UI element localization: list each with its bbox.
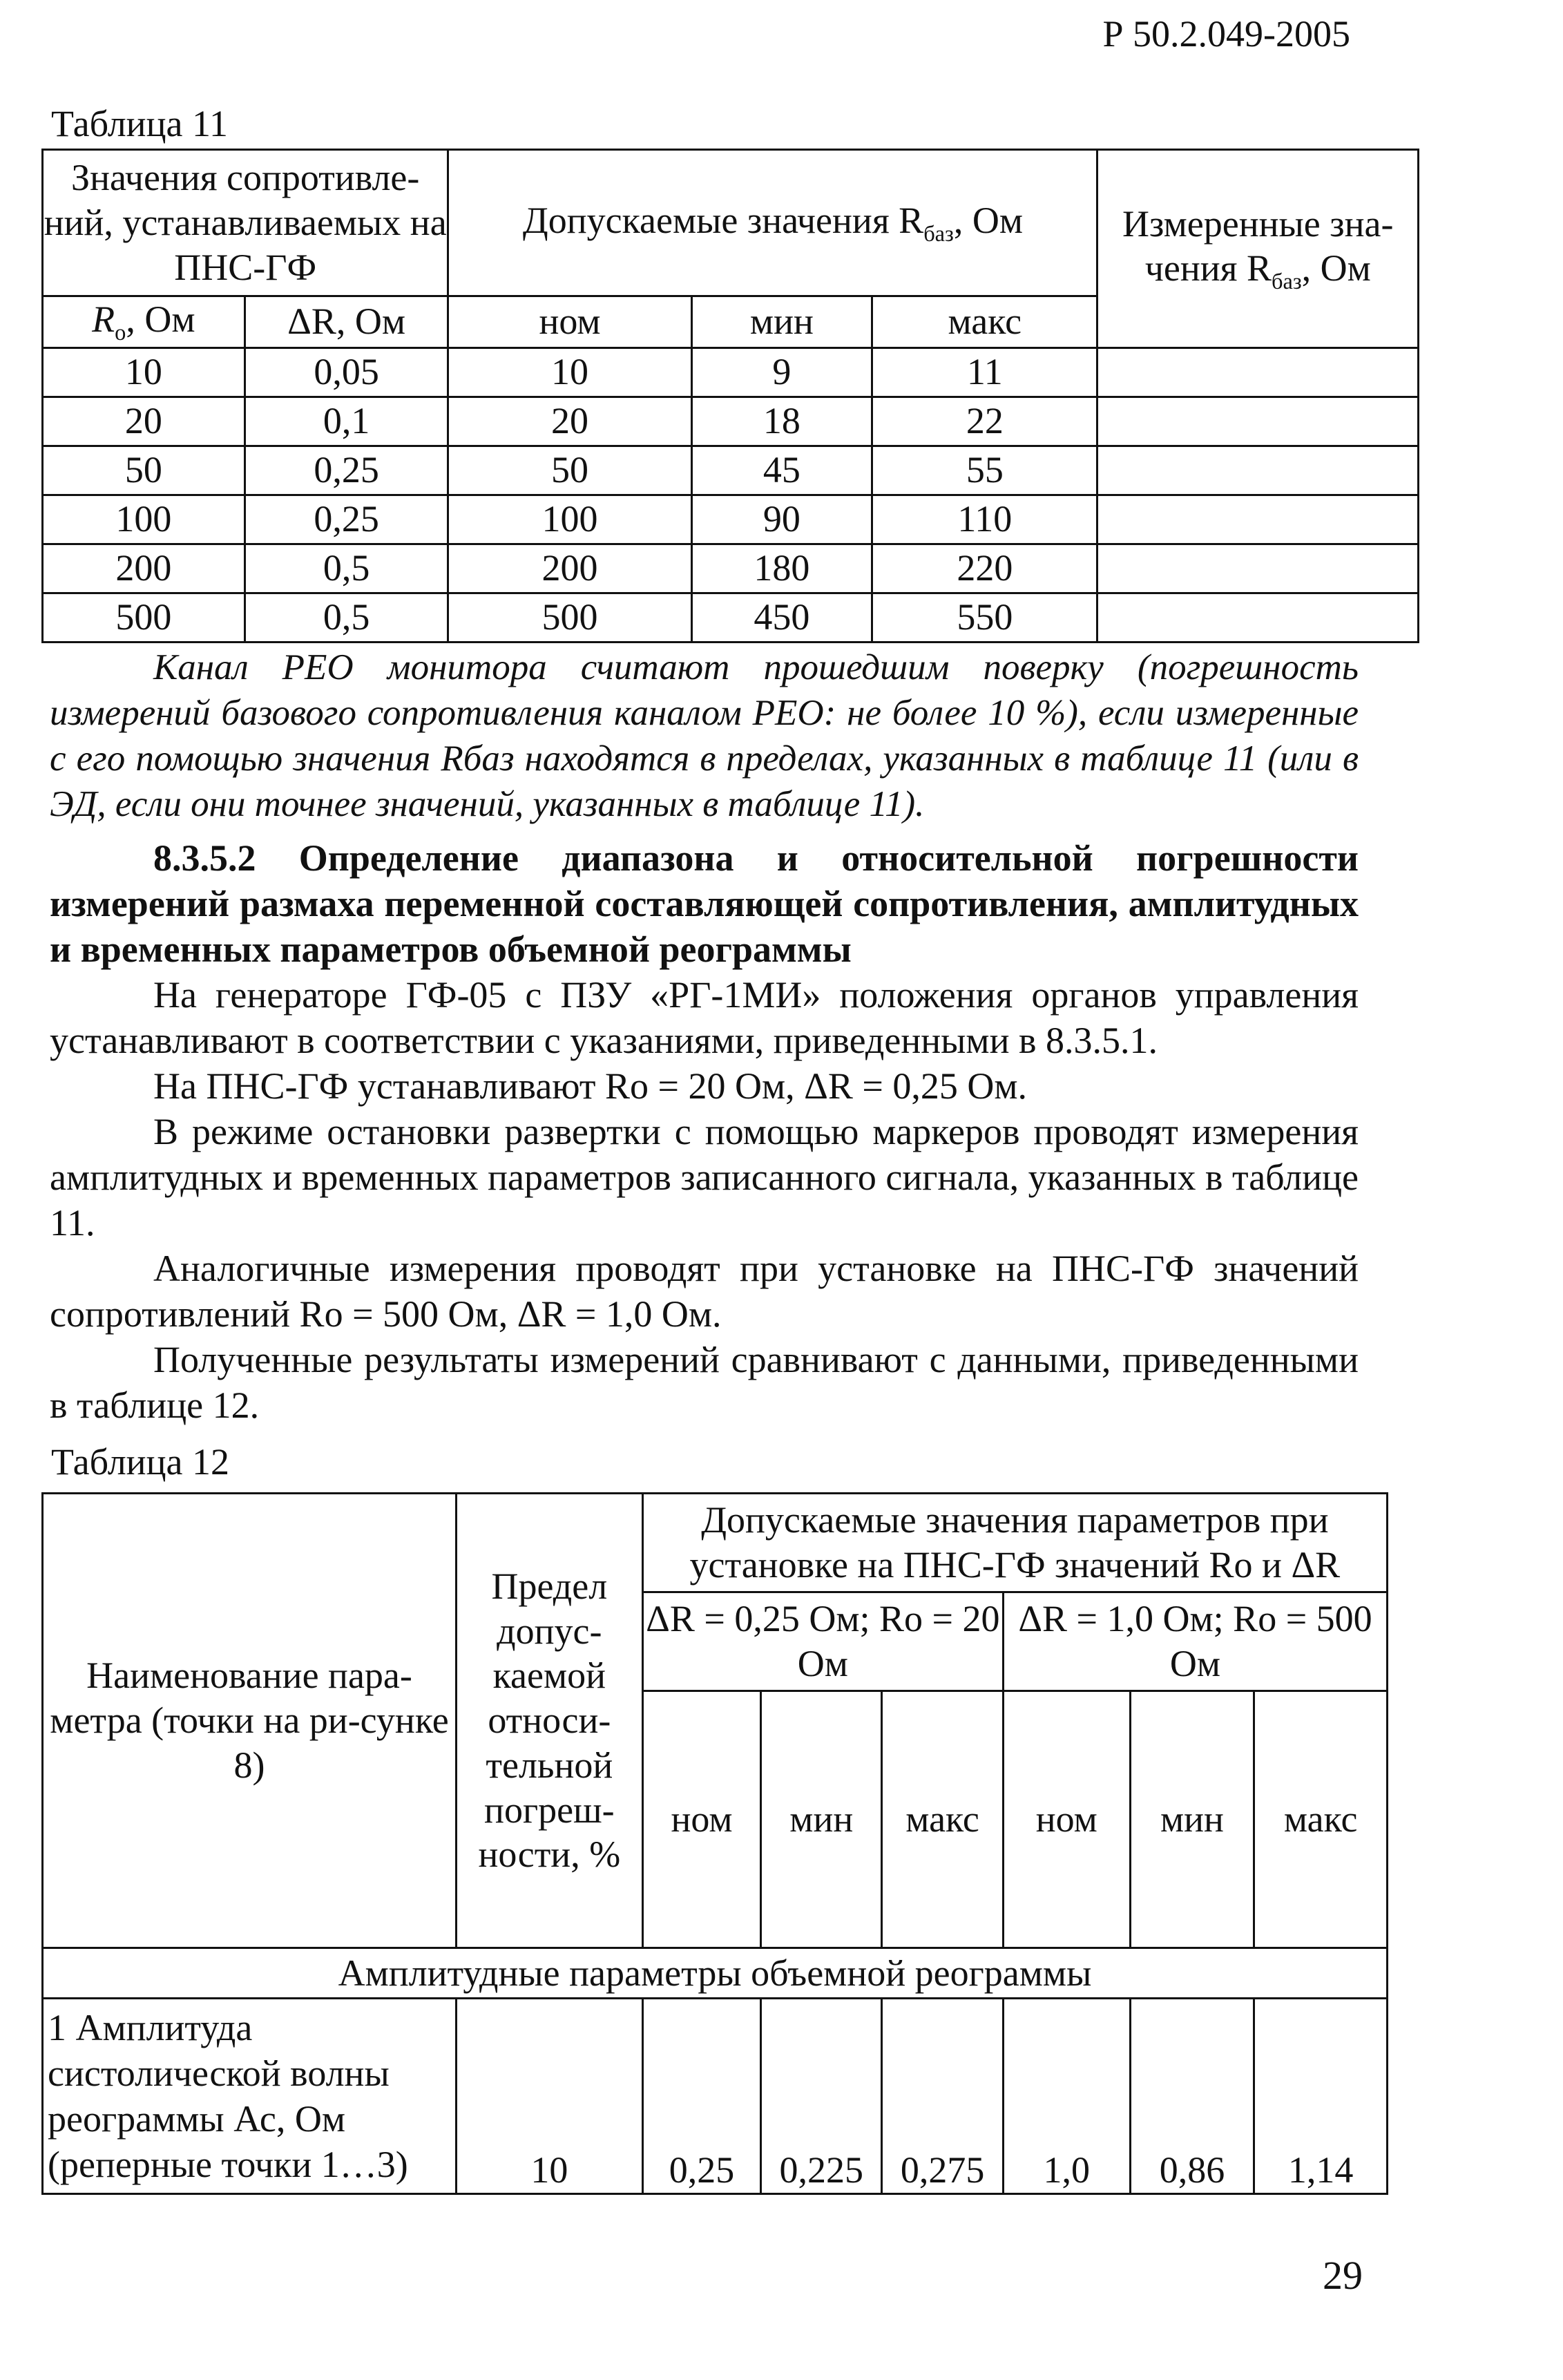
table-row: [43, 495, 1419, 544]
table-11-caption: Таблица 11: [51, 103, 228, 144]
cell-r0: 10: [43, 348, 245, 397]
cell-min: 90: [691, 495, 872, 544]
cell-min: 180: [691, 544, 872, 593]
table-row: [43, 446, 1419, 495]
cell-max: 1,14: [1254, 1999, 1388, 2194]
cell-nom: 20: [448, 397, 691, 446]
header-max: макс: [882, 1691, 1004, 1948]
cell-dr: 0,05: [244, 348, 448, 397]
cell-max: 110: [872, 495, 1097, 544]
header-r0-unit: , Ом: [126, 298, 195, 340]
header-allowed-parameters: Допускаемые значения параметров при установке на ПНС-ГФ значений Rо и ΔR: [642, 1494, 1387, 1592]
cell-max: 0,275: [882, 1999, 1004, 2194]
header-allowed-text: Допускаемые значения R: [522, 199, 924, 241]
table-row: [43, 593, 1419, 642]
header-max: макс: [1254, 1691, 1388, 1948]
section-row-amplitude: Амплитудные параметры объемной реограммы: [43, 1948, 1388, 1999]
paragraph-measurements: В режиме остановки развертки с помощью маркеров проводят измерения амплитудных и временных параметров записанного сигнала, указанных в таблице 11.: [50, 1111, 1359, 1244]
header-max: макс: [872, 296, 1097, 348]
table-12: [41, 1492, 1388, 2195]
header-measured-text: Измеренные зна-чения R: [1122, 202, 1394, 289]
header-r0-sub: о: [115, 320, 126, 345]
cell-min: 450: [691, 593, 872, 642]
header-r0: [43, 296, 245, 348]
header-parameter-name: Наименование пара-метра (точки на ри-сунке 8): [43, 1494, 457, 1948]
cell-nom: 10: [448, 348, 691, 397]
section-heading: 8.3.5.2 Определение диапазона и относительной погрешности измерений размаха переменной составляющей сопротивления, амплитудных и временных параметров объемной реограммы: [50, 837, 1359, 970]
cell-dr: 0,1: [244, 397, 448, 446]
cell-nom: 100: [448, 495, 691, 544]
header-allowed-sub: баз: [923, 221, 954, 247]
header-min: мин: [691, 296, 872, 348]
header-resistance-group: Значения сопротивле-ний, устанавливаемых на ПНС-ГФ: [43, 150, 448, 296]
verification-note: Канал РЕО монитора считают прошедшим поверку (погрешность измерений базового сопротивления каналом РЕО: не более 10 %), если измеренные с его помощью значения Rбаз находятся в пределах, указанных в таблице 11 (или в ЭД, если они точнее значений, указанных в таблице 11).: [50, 647, 1359, 824]
table-12-caption: Таблица 12: [51, 1441, 229, 1483]
cell-r0: 100: [43, 495, 245, 544]
cell-nom: 500: [448, 593, 691, 642]
cell-nom: 50: [448, 446, 691, 495]
header-setting-20-ohm: ΔR = 0,25 Ом; Rо = 20 Ом: [642, 1592, 1003, 1691]
cell-max: 22: [872, 397, 1097, 446]
cell-measured: [1097, 544, 1419, 593]
header-nom: ном: [448, 296, 691, 348]
header-nom: ном: [642, 1691, 761, 1948]
paragraph-repeat-measurements: Аналогичные измерения проводят при установке на ПНС-ГФ значений сопротивлений Rо = 500 Ом, ΔR = 1,0 Ом.: [50, 1248, 1359, 1335]
table-row: [43, 1999, 1388, 2194]
table-row: [43, 397, 1419, 446]
cell-measured: [1097, 397, 1419, 446]
cell-r0: 500: [43, 593, 245, 642]
header-measured-values: [1097, 150, 1419, 348]
cell-nom: 200: [448, 544, 691, 593]
cell-error-limit: 10: [457, 1999, 643, 2194]
header-setting-500-ohm: ΔR = 1,0 Ом; Rо = 500 Ом: [1003, 1592, 1387, 1691]
cell-min: 18: [691, 397, 872, 446]
cell-dr: 0,5: [244, 593, 448, 642]
table-row: [43, 544, 1419, 593]
table-row: [43, 348, 1419, 397]
header-nom: ном: [1003, 1691, 1130, 1948]
cell-parameter-name: 1 Амплитуда систолической волны реограммы Ас, Ом (реперные точки 1…3): [43, 1999, 457, 2194]
cell-min: 0,86: [1130, 1999, 1254, 2194]
header-allowed-values: [448, 150, 1097, 296]
header-allowed-unit: , Ом: [953, 199, 1024, 241]
page-number: 29: [1323, 2253, 1363, 2298]
cell-dr: 0,25: [244, 446, 448, 495]
header-r0-text: R: [92, 298, 115, 340]
cell-min: 9: [691, 348, 872, 397]
header-measured-sub: баз: [1271, 269, 1302, 295]
cell-min: 45: [691, 446, 872, 495]
table-11: [41, 149, 1419, 643]
header-measured-unit: , Ом: [1301, 247, 1371, 289]
cell-r0: 50: [43, 446, 245, 495]
cell-dr: 0,25: [244, 495, 448, 544]
paragraph-compare: Полученные результаты измерений сравнивают с данными, приведенными в таблице 12.: [50, 1339, 1359, 1426]
paragraph-settings: На ПНС-ГФ устанавливают Rо = 20 Ом, ΔR = 0,25 Ом.: [153, 1065, 1028, 1107]
cell-measured: [1097, 593, 1419, 642]
cell-max: 11: [872, 348, 1097, 397]
cell-min: 0,225: [761, 1999, 882, 2194]
cell-max: 55: [872, 446, 1097, 495]
header-delta-r: ΔR, Ом: [244, 296, 448, 348]
cell-r0: 20: [43, 397, 245, 446]
cell-dr: 0,5: [244, 544, 448, 593]
cell-measured: [1097, 495, 1419, 544]
cell-nom: 0,25: [642, 1999, 761, 2194]
header-min: мин: [1130, 1691, 1254, 1948]
header-error-limit: Предел допус-каемой относи-тельной погреш-ности, %: [457, 1494, 643, 1948]
cell-nom: 1,0: [1003, 1999, 1130, 2194]
paragraph-generator: На генераторе ГФ-05 с ПЗУ «РГ-1МИ» положения органов управления устанавливают в соответствии с указаниями, приведенными в 8.3.5.1.: [50, 974, 1359, 1061]
document-code: Р 50.2.049-2005: [1102, 13, 1350, 55]
cell-measured: [1097, 348, 1419, 397]
header-min: мин: [761, 1691, 882, 1948]
cell-max: 550: [872, 593, 1097, 642]
cell-max: 220: [872, 544, 1097, 593]
cell-r0: 200: [43, 544, 245, 593]
cell-measured: [1097, 446, 1419, 495]
